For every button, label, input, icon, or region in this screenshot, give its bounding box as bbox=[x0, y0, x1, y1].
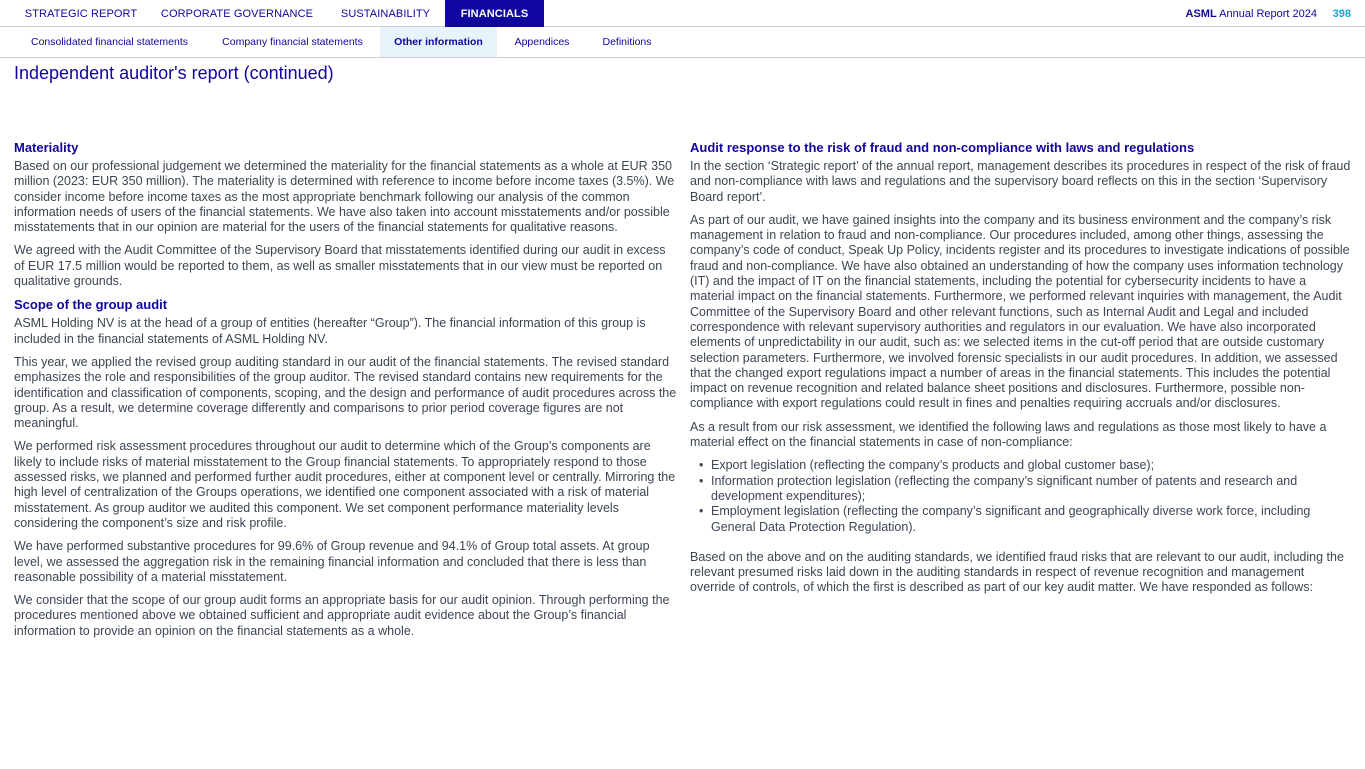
report-title: Annual Report 2024 bbox=[1219, 8, 1317, 20]
tab-definitions[interactable]: Definitions bbox=[602, 36, 652, 48]
tab-sustainability[interactable]: SUSTAINABILITY bbox=[340, 8, 431, 20]
materiality-paragraph-1: Based on our professional judgement we determined the materiality for the financial statements as a whole at EUR 350 million (2023: EUR 350 million). The materiality is determined with reference to income before income taxes (3.5%). We consider income before income taxes as the most appropriate benchmark following our analysis of the common information needs of users of the financial statements. We have also taken into account misstatements and/or possible misstatements that in our opinion are material for the users of the financial statements for qualitative reasons. bbox=[14, 159, 675, 235]
scope-paragraph-3: We performed risk assessment procedures throughout our audit to determine which of the Group’s components are likely to include risks of material misstatement to the Group financial statements. To appropriately respond to those assessed risks, we planned and performed further audit procedures, either at component level or centrally. Mirroring the high level of centralization of the Groups operations, we identified one component associated with a risk of material misstatement. As group auditor we audited this component. We set component performance materiality levels considering the component’s size and risk profile. bbox=[14, 439, 676, 530]
tab-appendices[interactable]: Appendices bbox=[514, 36, 570, 48]
tab-company-financial-statements[interactable]: Company financial statements bbox=[222, 36, 363, 48]
scope-heading: Scope of the group audit bbox=[14, 297, 168, 313]
scope-paragraph-1: ASML Holding NV is at the head of a group of entities (hereafter “Group”). The financial information of this group is included in the financial statements of ASML Holding NV. bbox=[14, 316, 646, 346]
fraud-paragraph-2: As part of our audit, we have gained insights into the company and its business environment and the company’s risk management in relation to fraud and non-compliance. Our procedures included, among other things, assessing the company’s code of conduct, Speak Up Policy, incidents register and its procedures to investigate indications of possible fraud and non-compliance. We have also obtained an understanding of how the company uses information technology (IT) and the impact of IT on the financial statements, including the potential for cybersecurity incidents to have a material impact on the financial statements. Furthermore, we performed relevant inquiries with management, the Audit Committee of the Supervisory Board and other relevant functions, such as Internal Audit and Legal and included correspondence with relevant supervisory authorities and regulators in our evaluation. We have also incorporated elements of unpredictability in our audit, such as: we selected items in the cut-off period that are outside customary selection parameters. Furthermore, we involved forensic specialists in our audit procedures. In addition, we assessed that the changed export regulations impact a number of areas in the financial statements. This includes the potential impact on revenue recognition and related balance sheet positions and disclosures. Furthermore, possible non-compliance with export regulations could result in fines and penalties requiring accruals and/or disclosures. bbox=[690, 212, 1350, 411]
tab-other-information[interactable]: Other information bbox=[380, 27, 497, 57]
scope-paragraph-4: We have performed substantive procedures for 99.6% of Group revenue and 94.1% of Group total assets. At group level, we assessed the aggregation risk in the remaining financial information and concluded that there is less than reasonable possibility of a material misstatement. bbox=[14, 539, 650, 584]
tab-financials[interactable]: FINANCIALS bbox=[445, 0, 544, 27]
list-item: • Export legislation (reflecting the company’s products and global customer base); bbox=[711, 458, 1351, 473]
page-number: 398 bbox=[1332, 8, 1351, 20]
materiality-paragraph-2: We agreed with the Audit Committee of the Supervisory Board that misstatements identified during our audit in excess of EUR 17.5 million would be reported to them, as well as smaller misstatements that in our view must be reported on qualitative grounds. bbox=[14, 243, 666, 289]
tab-corporate-governance[interactable]: CORPORATE GOVERNANCE bbox=[160, 8, 314, 20]
fraud-response-heading: Audit response to the risk of fraud and non-compliance with laws and regulations bbox=[690, 140, 1195, 155]
fraud-paragraph-1: In the section ‘Strategic report’ of the annual report, management describes its procedures in respect of the risk of fraud and non-compliance with laws and regulations and the supervisory board reflects on this in the section ‘Supervisory Board report’. bbox=[690, 159, 1351, 204]
fraud-paragraph-3: As a result from our risk assessment, we identified the following laws and regulations as those most likely to have a material effect on the financial statements in case of non-compliance: bbox=[690, 419, 1327, 450]
scope-paragraph-2: This year, we applied the revised group auditing standard in our audit of the financial statements. The revised standard emphasizes the role and responsibilities of the group auditor. The revised standard contains new requirements for the identification and classification of components, scoping, and the design and performance of audit procedures across the group. As a result, we determine coverage differently and comparisons to prior period coverage figures are not meaningful. bbox=[14, 354, 677, 431]
report-brand bbox=[1186, 0, 1317, 27]
left-column bbox=[14, 140, 678, 647]
list-item: • Information protection legislation (reflecting the company’s significant number of patents and research and development expenditures); bbox=[711, 474, 1351, 505]
top-navigation bbox=[0, 0, 1365, 27]
fraud-paragraph-4: Based on the above and on the auditing standards, we identified fraud risks that are relevant to our audit, including the relevant presumed risks laid down in the auditing standards in respect of revenue recognition and management override of controls, of which the first is described as part of our key audit matter. We have responded as follows: bbox=[690, 549, 1344, 595]
brand-name: ASML bbox=[1185, 8, 1217, 20]
materiality-heading: Materiality bbox=[14, 140, 79, 155]
sub-navigation bbox=[0, 27, 1365, 58]
tab-strategic-report[interactable]: STRATEGIC REPORT bbox=[24, 8, 138, 20]
right-column bbox=[690, 140, 1351, 604]
list-item: • Employment legislation (reflecting the company’s significant and geographically diverse work force, including General Data Protection Regulation). bbox=[711, 504, 1351, 535]
laws-list bbox=[690, 458, 1351, 534]
scope-paragraph-5: We consider that the scope of our group audit forms an appropriate basis for our audit opinion. Through performing the procedures mentioned above we obtained sufficient and appropriate audit evidence about the Group’s financial information to provide an opinion on the financial statements as a whole. bbox=[14, 593, 670, 638]
tab-consolidated-financial-statements[interactable]: Consolidated financial statements bbox=[30, 36, 188, 48]
spacer bbox=[690, 542, 1351, 550]
page-title: Independent auditor's report (continued) bbox=[14, 63, 334, 83]
